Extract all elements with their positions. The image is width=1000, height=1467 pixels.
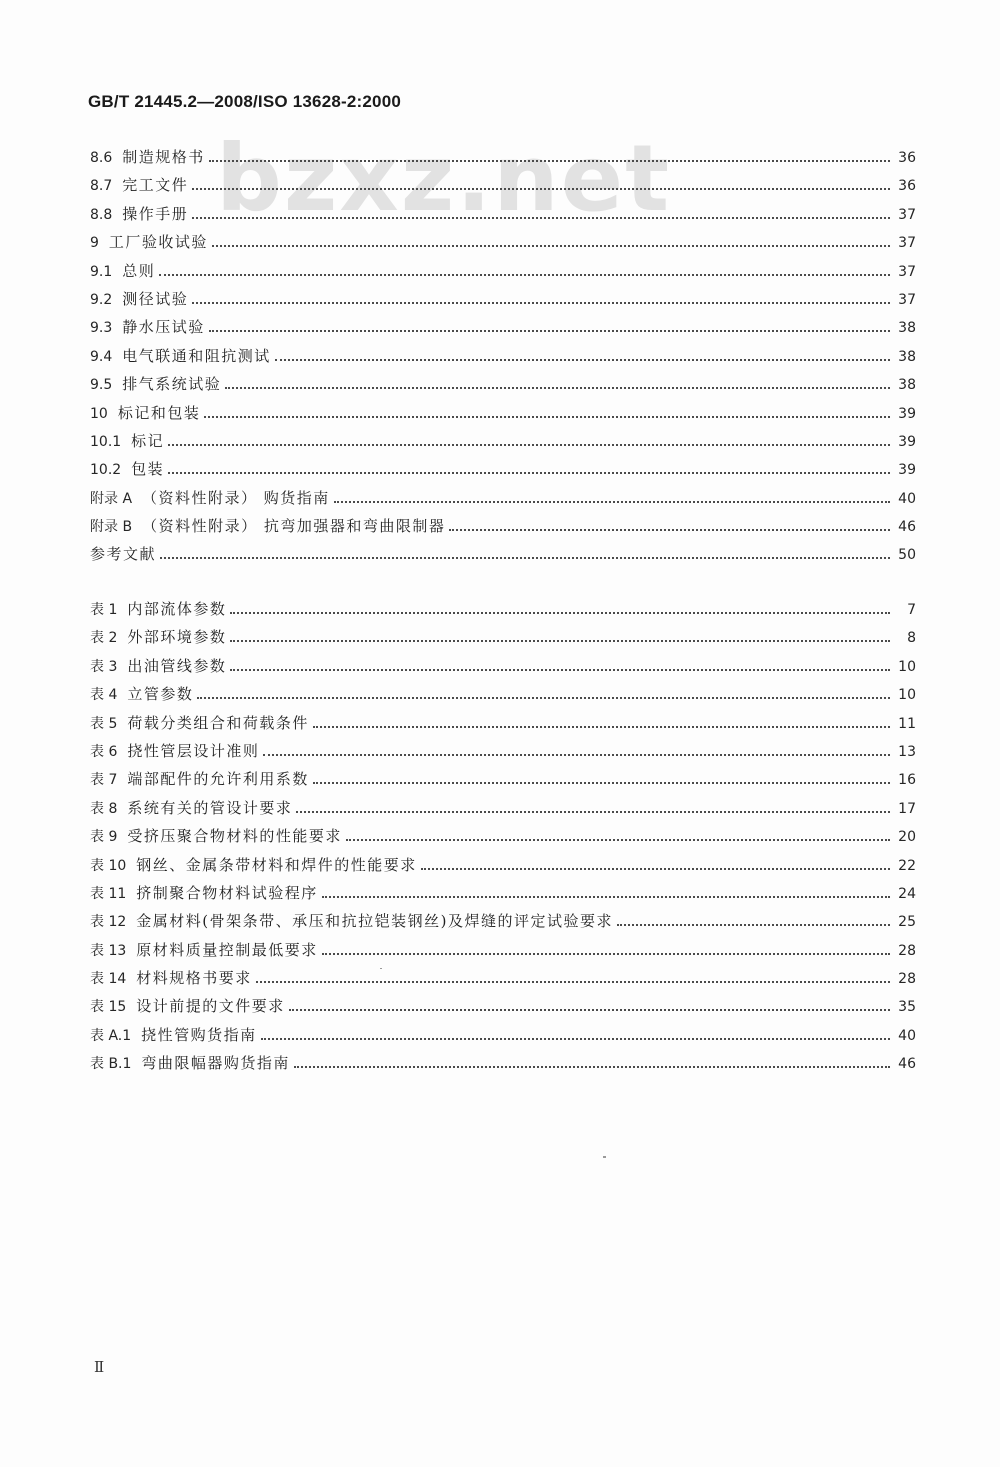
toc-entry-page: 17 <box>898 800 916 817</box>
toc-entry-number: 表 3 <box>90 658 118 675</box>
toc-entry-page: 36 <box>898 178 916 195</box>
dot-leader <box>256 981 890 983</box>
dot-leader <box>449 529 890 531</box>
toc-entry-title: 制造规格书 <box>122 148 205 166</box>
toc-entry-number: 表 13 <box>90 942 127 959</box>
toc-entry-number: 9 <box>90 235 99 252</box>
dot-leader <box>230 612 890 614</box>
toc-entry-title: 挠性管购货指南 <box>141 1025 257 1044</box>
toc-entry-title: 弯曲限幅器购货指南 <box>141 1054 290 1073</box>
watermark: bzxz.net <box>216 125 672 232</box>
toc-contents <box>90 143 916 569</box>
toc-entry-title: 挤制聚合物材料试验程序 <box>136 883 318 902</box>
dot-leader <box>230 640 890 642</box>
toc-entry-page: 20 <box>898 829 916 846</box>
toc-entry-number: 附录 B <box>90 519 133 536</box>
toc-entry[interactable] <box>90 200 916 228</box>
toc-entry-number: 表 A.1 <box>90 1027 132 1044</box>
dot-leader <box>289 1009 890 1011</box>
toc-entry-title: 静水压试验 <box>122 318 205 337</box>
toc-entry-page: 39 <box>898 405 916 422</box>
toc-entry-page: 37 <box>898 206 916 223</box>
dot-leader <box>209 160 890 162</box>
toc-entry-title: 出油管线参数 <box>127 656 227 675</box>
toc-entry-number: 表 6 <box>90 743 118 760</box>
toc-entry-page: 22 <box>898 857 916 874</box>
toc-entry-title: 电气联通和阻抗测试 <box>122 346 271 365</box>
toc-entry-title: 立管参数 <box>127 685 194 704</box>
toc-entry-page: 11 <box>898 715 916 732</box>
dot-leader <box>225 387 890 389</box>
toc-entry[interactable] <box>90 342 916 370</box>
toc-entry[interactable] <box>90 1049 916 1077</box>
toc-entry-page: 10 <box>898 687 916 704</box>
dot-leader <box>204 416 890 418</box>
toc-entry-page: 46 <box>898 1056 916 1073</box>
toc-entry-title: 排气系统试验 <box>122 375 222 394</box>
toc-entry-title: 参考文献 <box>90 545 157 564</box>
toc-entry-page: 37 <box>898 263 916 280</box>
toc-entry-page: 13 <box>898 743 916 760</box>
toc-entry-page: 16 <box>898 772 916 789</box>
dot-leader <box>346 839 890 841</box>
dot-leader <box>294 1066 890 1068</box>
standard-header: GB/T 21445.2—2008/ISO 13628-2:2000 <box>88 92 401 111</box>
toc-entry[interactable] <box>90 257 916 285</box>
toc-entry-title: 金属材料(骨架条带、承压和抗拉铠装钢丝)及焊缝的评定试验要求 <box>136 912 613 931</box>
toc-entry-number: 9.5 <box>90 377 113 394</box>
toc-entry-number: 表 8 <box>90 800 118 817</box>
toc-entry-title: 原材料质量控制最低要求 <box>136 940 318 959</box>
toc-entry-number: 表 10 <box>90 857 127 874</box>
toc-entry-page: 28 <box>898 942 916 959</box>
toc-entry-title: 外部环境参数 <box>127 628 227 647</box>
toc-entry[interactable] <box>90 680 916 708</box>
toc-entry-number: 表 14 <box>90 971 127 988</box>
toc-entry-number: 表 1 <box>90 602 118 618</box>
toc-entry-number: 表 5 <box>90 715 118 732</box>
dot-leader <box>192 188 890 190</box>
dot-leader <box>197 697 890 699</box>
toc-entry[interactable] <box>90 427 916 455</box>
toc-entry-title: 内部流体参数 <box>127 600 227 618</box>
toc-entry-page: 7 <box>907 602 916 618</box>
toc-entry-title: 操作手册 <box>122 204 189 223</box>
toc-entry-page: 24 <box>898 885 916 902</box>
toc-entry[interactable] <box>90 936 916 964</box>
toc-entry-page: 39 <box>898 462 916 479</box>
toc-entry[interactable] <box>90 455 916 483</box>
toc-entry-number: 9.2 <box>90 291 113 308</box>
dot-leader <box>334 501 890 503</box>
toc-entry-title: 受挤压聚合物材料的性能要求 <box>127 827 342 846</box>
toc-entry-page: 36 <box>898 150 916 166</box>
dot-leader <box>261 1038 890 1040</box>
dot-leader <box>296 811 890 813</box>
toc-entry[interactable] <box>90 992 916 1020</box>
toc-entry-page: 38 <box>898 320 916 337</box>
toc-entry-title: 测径试验 <box>122 289 189 308</box>
toc-entry-number: 表 15 <box>90 999 127 1016</box>
toc-entry-page: 46 <box>898 519 916 536</box>
dot-leader <box>421 868 890 870</box>
toc-entry-number: 表 11 <box>90 885 127 902</box>
toc-entry[interactable] <box>90 964 916 992</box>
toc-entry-number: 10.2 <box>90 462 122 479</box>
toc-entry-page: 39 <box>898 433 916 450</box>
dot-leader <box>160 557 890 559</box>
toc-entry[interactable] <box>90 822 916 850</box>
toc-entry-page: 38 <box>898 348 916 365</box>
toc-entry[interactable] <box>90 285 916 313</box>
toc-entry-page: 38 <box>898 377 916 394</box>
toc-entry[interactable] <box>90 737 916 765</box>
toc-entry-number: 9.4 <box>90 348 113 365</box>
toc-entry[interactable] <box>90 794 916 822</box>
dot-leader <box>192 217 890 219</box>
toc-entry-title: （资料性附录） 购货指南 <box>142 488 330 507</box>
toc-entry[interactable] <box>90 484 916 512</box>
dot-leader <box>275 359 890 361</box>
toc-entry[interactable] <box>90 171 916 199</box>
toc-entry-number: 表 9 <box>90 829 118 846</box>
toc-entry[interactable] <box>90 595 916 623</box>
toc-entry[interactable] <box>90 143 916 171</box>
toc-entry[interactable] <box>90 851 916 879</box>
toc-entry-page: 40 <box>898 490 916 507</box>
page-number-footer: Ⅱ <box>94 1358 105 1376</box>
dot-leader <box>263 754 890 756</box>
toc-entry-number: 8.6 <box>90 150 113 166</box>
dot-leader <box>322 896 890 898</box>
toc-entry-title: 总则 <box>122 261 156 280</box>
toc-entry-page: 35 <box>898 999 916 1016</box>
dot-leader <box>313 782 890 784</box>
dot-leader <box>168 444 890 446</box>
toc-entry-number: 表 2 <box>90 630 118 647</box>
toc-entry-page: 25 <box>898 914 916 931</box>
toc-entry-title: 钢丝、金属条带材料和焊件的性能要求 <box>136 855 417 874</box>
toc-entry[interactable] <box>90 399 916 427</box>
toc-entry-page: 37 <box>898 291 916 308</box>
toc-entry-number: 附录 A <box>90 490 133 507</box>
toc-entry-page: 28 <box>898 971 916 988</box>
dot-leader <box>192 302 890 304</box>
toc-entry-title: 荷载分类组合和荷载条件 <box>127 713 309 732</box>
toc-entry-page: 10 <box>898 658 916 675</box>
toc-entry-number: 表 7 <box>90 772 118 789</box>
toc-entry[interactable] <box>90 623 916 651</box>
toc-entry-title: 完工文件 <box>122 176 189 195</box>
dot-leader <box>322 953 890 955</box>
toc-entry-page: 37 <box>898 235 916 252</box>
toc-entry-number: 8.8 <box>90 206 113 223</box>
toc-entry-number: 表 B.1 <box>90 1056 132 1073</box>
toc-entry[interactable] <box>90 370 916 398</box>
toc-entry[interactable] <box>90 765 916 793</box>
toc-entry-title: 材料规格书要求 <box>136 969 252 988</box>
toc-entry[interactable] <box>90 879 916 907</box>
toc-entry-number: 10.1 <box>90 433 122 450</box>
toc-entry[interactable] <box>90 512 916 540</box>
dot-leader <box>212 245 890 247</box>
toc-entry[interactable] <box>90 228 916 256</box>
dot-leader <box>168 472 890 474</box>
toc-entry-title: （资料性附录） 抗弯加强器和弯曲限制器 <box>142 517 446 536</box>
toc-entry-number: 8.7 <box>90 178 113 195</box>
toc-entry[interactable] <box>90 1021 916 1049</box>
toc-entry-number: 9.3 <box>90 320 113 337</box>
toc-entry-title: 工厂验收试验 <box>108 233 208 252</box>
toc-entry-page: 40 <box>898 1027 916 1044</box>
scan-speck <box>603 1156 606 1158</box>
toc-tables-list <box>90 595 916 1078</box>
toc-entry-title: 挠性管层设计准则 <box>127 741 260 760</box>
toc-entry-number: 9.1 <box>90 263 113 280</box>
toc-entry[interactable] <box>90 540 916 568</box>
toc-entry-number: 10 <box>90 405 108 422</box>
toc-entry-page: 50 <box>898 547 916 564</box>
toc-entry-title: 设计前提的文件要求 <box>136 997 285 1016</box>
toc-entry[interactable] <box>90 709 916 737</box>
dot-leader <box>159 274 890 276</box>
toc-entry[interactable] <box>90 313 916 341</box>
toc-entry-title: 标记和包装 <box>117 403 201 422</box>
toc-entry[interactable] <box>90 907 916 935</box>
dot-leader <box>230 669 890 671</box>
toc-entry-title: 系统有关的管设计要求 <box>127 798 293 817</box>
toc-entry-title: 标记 <box>131 431 165 450</box>
toc-entry-page: 8 <box>907 630 916 647</box>
toc-entry[interactable] <box>90 652 916 680</box>
toc-entry-title: 端部配件的允许利用系数 <box>127 770 309 789</box>
scan-speck <box>380 968 382 969</box>
toc-entry-title: 包装 <box>131 460 165 479</box>
dot-leader <box>617 924 890 926</box>
dot-leader <box>313 726 890 728</box>
toc-entry-number: 表 12 <box>90 914 127 931</box>
dot-leader <box>209 330 890 332</box>
toc-entry-number: 表 4 <box>90 687 118 704</box>
